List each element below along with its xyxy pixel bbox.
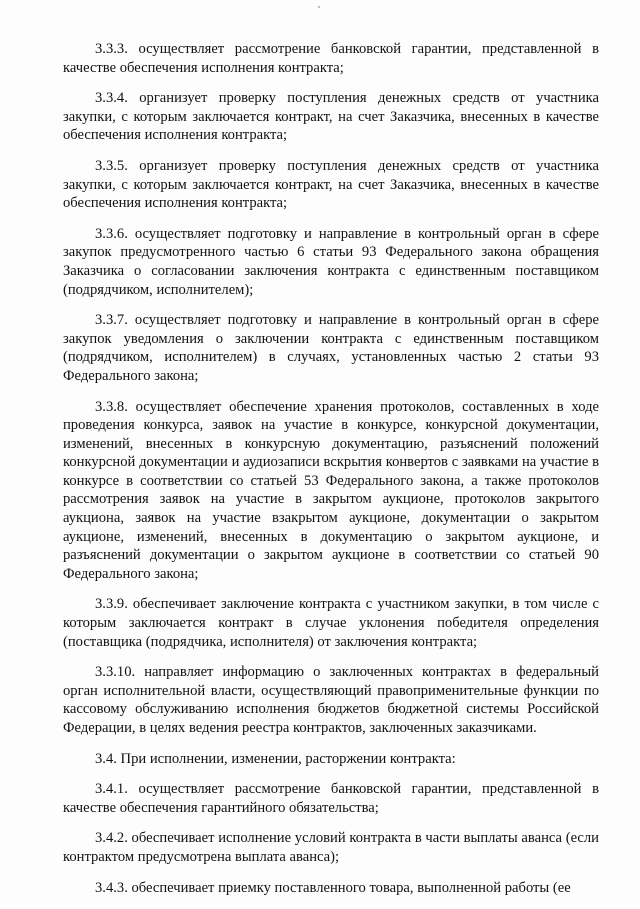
document-body (63, 40, 599, 909)
paragraph-3-3-3: 3.3.3. осуществляет рассмотрение банковской гарантии, представленной в качестве обеспечения исполнения контракта; (63, 41, 599, 76)
paragraph-3-4-1: 3.4.1. осуществляет рассмотрение банковской гарантии, представленной в качестве обеспечения гарантийного обязательства; (63, 781, 599, 816)
paragraph-3-3-10: 3.3.10. направляет информацию о заключенных контрактах в федеральный орган исполнительной власти, осуществляющий правоприменительные функции по кассовому обслуживанию исполнения бюджетов бюджетной системы Российской Федерации, в целях ведения реестра контрактов, заключенных заказчиками. (63, 664, 599, 736)
paragraph-3-3-5: 3.3.5. организует проверку поступления денежных средств от участника закупки, с которым заключается контракт, на счет Заказчика, внесенных в качестве обеспечения исполнения контракта; (63, 157, 599, 212)
paragraph-3-3-7: 3.3.7. осуществляет подготовку и направление в контрольный орган в сфере закупок уведомления о заключении контракта с единственным поставщиком (подрядчиком, исполнителем) в случаях, установленных частью 2 статьи 93 Федерального закона; (63, 312, 599, 384)
scan-mark (318, 6, 320, 8)
paragraph-3-4-2: 3.4.2. обеспечивает исполнение условий контракта в части выплаты аванса (если контрактом предусмотрена выплата аванса); (63, 830, 599, 865)
paragraph-3-3-9: 3.3.9. обеспечивает заключение контракта с участником закупки, в том числе с которым заключается контракт в случае уклонения победителя определения (поставщика (подрядчика, исполнителя) от заключения контракта; (63, 596, 599, 650)
paragraph-3-3-6: 3.3.6. осуществляет подготовку и направление в контрольный орган в сфере закупок предусмотренного частью 6 статьи 93 Федерального закона обращения Заказчика о согласовании заключения контракта с единственным поставщиком (подрядчиком, исполнителем); (63, 225, 599, 298)
paragraph-3-4: 3.4. При исполнении, изменении, расторжении контракта: (95, 750, 456, 767)
paragraph-3-3-4: 3.3.4. организует проверку поступления денежных средств от участника закупки, с которым заключается контракт, на счет Заказчика, внесенных в качестве обеспечения исполнения контракта; (63, 90, 599, 144)
paragraph-3-4-3: 3.4.3. обеспечивает приемку поставленного товара, выполненной работы (ее (95, 879, 571, 896)
paragraph-3-3-8: 3.3.8. осуществляет обеспечение хранения протоколов, составленных в ходе проведения конкурса, заявок на участие в конкурсе, конкурсной документации, изменений, внесенных в конкурсную документацию, разъяснений положений конкурсной документации и аудиозаписи вскрытия конвертов с заявками на участие в конкурсе в соответствии со статьей 53 Федерального закона, а также протоколов рассмотрения заявок на участие в закрытом аукционе, протоколов закрытого аукциона, заявок на участие взакрытом аукционе, документации о закрытом аукционе, изменений, внесенных в документацию о закрытом аукционе, и разъяснений документации о закрытом аукционе в соответствии со статьей 90 Федерального закона; (63, 398, 599, 582)
